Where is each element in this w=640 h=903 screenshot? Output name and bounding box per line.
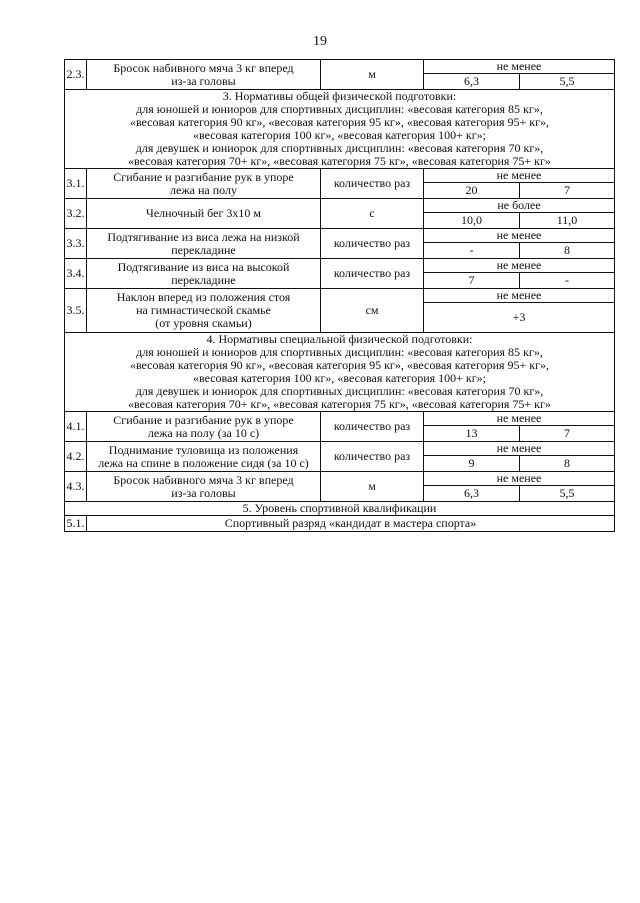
unit: с [321,199,424,229]
row-number: 4.2. [65,442,87,472]
value-female: 5,5 [520,486,615,502]
condition: не менее [424,472,615,486]
test-name [87,472,321,502]
section-line: «весовая категория 100 кг», «весовая категория 100+ кг»; [192,371,486,385]
unit: м [321,60,424,90]
item-row [65,60,615,74]
unit: количество раз [321,229,424,259]
row-number: 5.1. [66,516,85,530]
test-name-line: лежа на спине в положение сидя (за 10 с) [98,455,309,470]
test-name-line: Подтягивание из виса на высокой [117,259,290,274]
unit: количество раз [321,169,424,199]
row-number: 3.4. [65,259,87,289]
test-name-line: Челночный бег 3х10 м [146,206,261,220]
section-row [65,90,615,169]
section-line: «весовая категория 90 кг», «весовая категория 95 кг», «весовая категория 95+ кг», [129,115,550,129]
row-number: 3.2. [65,199,87,229]
test-name [87,199,321,229]
qualification-text: Спортивный разряд «кандидат в мастера спорта» [87,516,615,532]
test-name [87,412,321,442]
section-line: для юношей и юниоров для спортивных дисциплин: «весовая категория 85 кг», [136,102,543,116]
value-female: 7 [520,426,615,442]
condition: не менее [424,259,615,273]
unit: количество раз [321,412,424,442]
test-name-line: (от уровня скамьи) [155,316,252,330]
test-name-line: на гимнастической скамье [136,303,271,317]
value-male: - [424,243,520,259]
value-merged: +3 [424,303,615,333]
value-male: 7 [424,273,520,289]
section-line: «весовая категория 90 кг», «весовая категория 95 кг», «весовая категория 95+ кг», [129,358,550,372]
item-row [65,229,615,243]
page-number: 19 [313,34,327,49]
section-line: для юношей и юниоров для спортивных дисциплин: «весовая категория 85 кг», [136,345,543,359]
unit: м [321,472,424,502]
section-header [65,333,615,412]
item-row [65,199,615,213]
test-name-line: Поднимание туловища из положения [108,442,299,457]
item-row [65,472,615,486]
value-male: 20 [424,183,520,199]
condition: не менее [424,412,615,426]
value-male: 6,3 [424,486,520,502]
standards-table [64,59,615,532]
test-name-line: Сгибание и разгибание рук в упоре [113,412,294,427]
test-name [87,169,321,199]
value-female: 8 [520,456,615,472]
section-line: 5. Уровень спортивной квалификации [242,501,437,515]
item-row [65,259,615,273]
condition: не более [424,199,615,213]
row-number: 2.3. [65,60,87,90]
value-female: 7 [520,183,615,199]
section-header [65,502,615,516]
item-row [65,289,615,303]
test-name [87,229,321,259]
section-row [65,502,615,516]
test-name-line: Бросок набивного мяча 3 кг вперед [113,472,294,487]
value-female: 5,5 [520,74,615,90]
item-row [65,412,615,426]
value-male: 13 [424,426,520,442]
condition: не менее [424,229,615,243]
test-name-line: лежа на полу (за 10 с) [147,425,260,440]
section-line: для девушек и юниорок для спортивных дисциплин: «весовая категория 70 кг», [135,141,544,155]
test-name-line: Бросок набивного мяча 3 кг вперед [113,60,294,75]
test-name-line: перекладине [171,242,236,257]
test-name-line: из-за головы [171,73,236,88]
value-male: 10,0 [424,213,520,229]
test-name-line: из-за головы [171,485,236,500]
value-male: 9 [424,456,520,472]
unit: количество раз [321,259,424,289]
test-name-line: Подтягивание из виса лежа на низкой [107,229,300,244]
test-name [87,60,321,90]
section-line: для девушек и юниорок для спортивных дисциплин: «весовая категория 70 кг», [135,384,544,398]
section-line: 4. Нормативы специальной физической подготовки: [206,332,473,346]
row-number: 3.5. [65,289,87,333]
item-row [65,442,615,456]
value-female: - [520,273,615,289]
qualification-row [65,516,615,532]
section-row [65,333,615,412]
condition: не менее [424,289,615,303]
test-name-line: Сгибание и разгибание рук в упоре [113,169,294,184]
condition: не менее [424,169,615,183]
row-number: 3.3. [65,229,87,259]
test-name [87,289,321,333]
section-line: «весовая категория 70+ кг», «весовая категория 75 кг», «весовая категория 75+ кг» [128,154,551,168]
value-female: 11,0 [520,213,615,229]
test-name-line: перекладине [171,272,236,287]
item-row [65,169,615,183]
condition: не менее [424,60,615,74]
section-line: 3. Нормативы общей физической подготовки: [222,89,457,103]
value-female: 8 [520,243,615,259]
unit: количество раз [321,442,424,472]
test-name [87,442,321,472]
row-number: 3.1. [65,169,87,199]
unit: см [321,289,424,333]
section-line: «весовая категория 100 кг», «весовая категория 100+ кг»; [192,128,486,142]
row-number: 4.1. [65,412,87,442]
test-name-line: Наклон вперед из положения стоя [116,290,291,304]
condition: не менее [424,442,615,456]
test-name-line: лежа на полу [170,182,237,197]
value-male: 6,3 [424,74,520,90]
test-name [87,259,321,289]
row-number: 4.3. [65,472,87,502]
section-header [65,90,615,169]
section-line: «весовая категория 70+ кг», «весовая категория 75 кг», «весовая категория 75+ кг» [128,397,551,411]
